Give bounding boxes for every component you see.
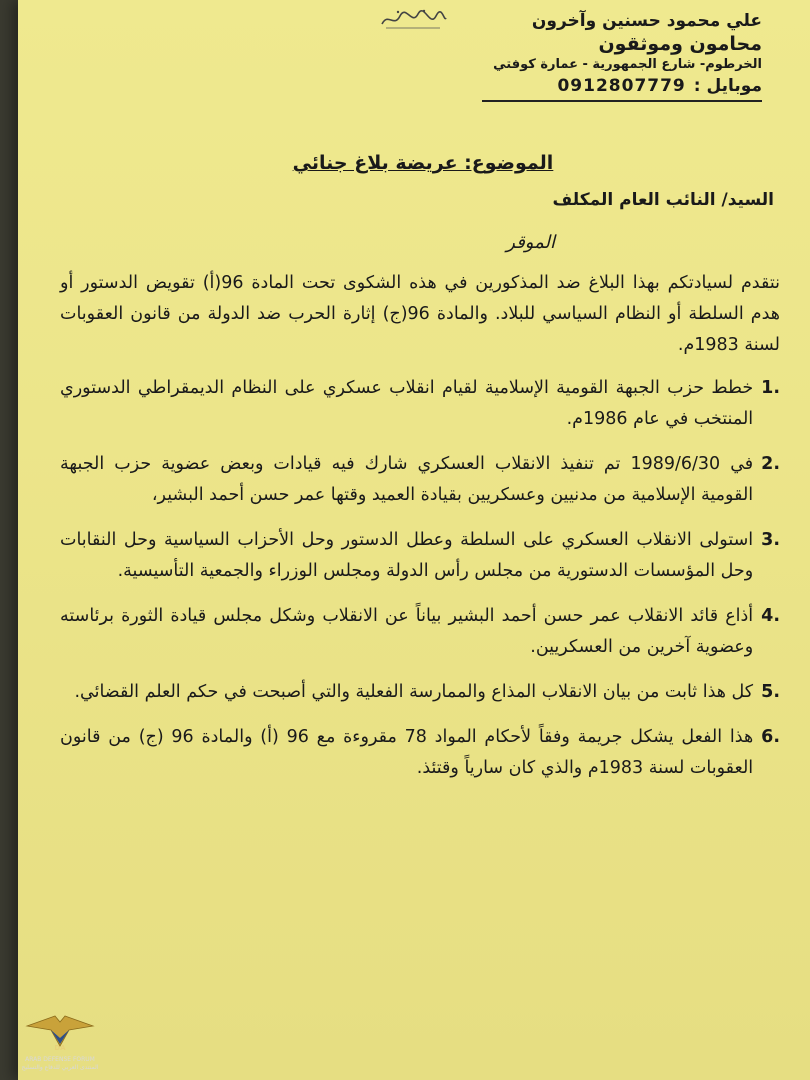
list-item (60, 722, 780, 784)
complaint-body (60, 268, 780, 798)
watermark-line-1: ARAB DEFENSE FORUM (25, 1056, 95, 1063)
document-page (18, 0, 810, 1080)
list-item (60, 373, 780, 435)
letterhead (442, 10, 762, 102)
list-item (60, 449, 780, 511)
forum-watermark (0, 1008, 120, 1080)
phone-row (442, 74, 762, 98)
item-number: .4 (761, 606, 780, 626)
firm-address: الخرطوم- شارع الجمهورية - عمارة كوفتي (493, 57, 762, 72)
subject-heading: الموضوع: عريضة بلاغ جنائي (292, 152, 554, 174)
phone-number: 0912807779 (557, 76, 686, 96)
salutation: الموقر (506, 232, 555, 253)
phone-label: موبايل : (693, 76, 762, 96)
item-number: .5 (761, 682, 780, 702)
firm-title: محامون وموثقون (598, 33, 762, 55)
watermark-brand: DA (54, 1044, 66, 1052)
list-item (60, 601, 780, 663)
item-text: في 1989/6/30 تم تنفيذ الانقلاب العسكري شارك فيه قيادات وبعض عضوية حزب الجبهة القومية الإسلامية من مدنيين وعسكريين بقيادة العميد وقتها عمر حسن أحمد البشير، (60, 454, 754, 505)
item-text: كل هذا ثابت من بيان الانقلاب المذاع والممارسة الفعلية والتي أصبحت في حكم العلم القضائي. (74, 682, 754, 702)
intro-paragraph: نتقدم لسيادتكم بهذا البلاغ ضد المذكورين في هذه الشكوى تحت المادة 96(أ) تقويض الدستور أو هدم السلطة أو النظام السياسي للبلاد. والمادة 96(ج) إثارة الحرب ضد الدولة من قانون العقوبات لسنة 1983م. (60, 273, 780, 355)
letterhead-underline (482, 100, 762, 102)
item-number: .2 (761, 454, 780, 474)
addressee: السيد/ النائب العام المكلف (552, 190, 774, 210)
eagle-logo-icon (25, 1008, 95, 1052)
list-item (60, 525, 780, 587)
item-number: .1 (761, 378, 780, 398)
item-number: .3 (761, 530, 780, 550)
watermark-line-2: المنتدى العربي للدفاع والتسليح (21, 1064, 99, 1071)
firm-name: علي محمود حسنين وآخرون (531, 11, 762, 31)
item-text: خطط حزب الجبهة القومية الإسلامية لقيام انقلاب عسكري على النظام الديمقراطي الدستوري المنتخب في عام 1986م. (60, 378, 754, 429)
item-number: .6 (761, 727, 780, 747)
item-text: استولى الانقلاب العسكري على السلطة وعطل الدستور وحل الأحزاب السياسية وحل النقابات وحل المؤسسات الدستورية من مجلس رأس الدولة ومجلس الوزراء والجمعية التأسيسية. (60, 530, 754, 581)
item-text: هذا الفعل يشكل جريمة وفقاً لأحكام المواد 78 مقروءة مع 96 (أ) والمادة 96 (ج) من قانون العقوبات لسنة 1983م والذي كان سارياً وقتئذ. (60, 727, 754, 778)
list-item (60, 677, 780, 708)
bismillah-calligraphy-logo (378, 6, 448, 32)
item-text: أذاع قائد الانقلاب عمر حسن أحمد البشير بياناً عن الانقلاب وشكل مجلس قيادة الثورة برئاسته وعضوية آخرين من العسكريين. (60, 606, 754, 657)
